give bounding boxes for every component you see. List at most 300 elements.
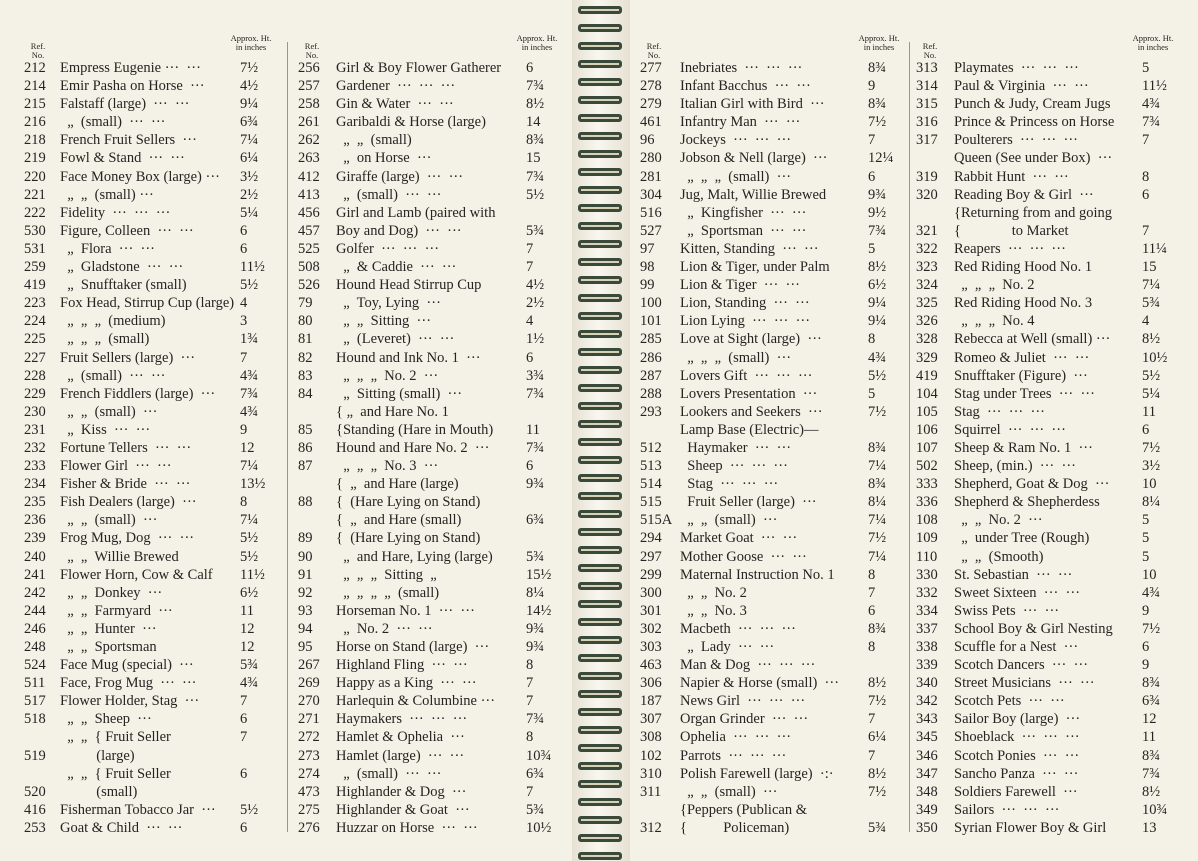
list-item bbox=[916, 258, 1176, 276]
height-inches: 4½ bbox=[526, 277, 545, 294]
ref-number: 463 bbox=[640, 657, 662, 674]
height-inches: 7¼ bbox=[240, 132, 259, 149]
figure-name: „ „ „ (medium) bbox=[60, 313, 166, 330]
figure-name: French Fruit Sellers ··· bbox=[60, 132, 197, 149]
list-item bbox=[298, 728, 560, 746]
height-inches: 6 bbox=[868, 168, 876, 185]
binding-coil bbox=[578, 582, 622, 590]
figure-name: Lion, Standing ··· ··· bbox=[680, 295, 810, 312]
height-header: Approx. Ht. in inches bbox=[1132, 33, 1174, 52]
figure-name: Shepherd, Goat & Dog ··· bbox=[954, 476, 1110, 493]
list-item bbox=[916, 113, 1176, 131]
figure-name: { „ and Hare (large) bbox=[336, 476, 459, 493]
figure-name: „ „ { Fruit Seller bbox=[60, 765, 171, 782]
list-item bbox=[916, 186, 1176, 204]
figure-name: (small) bbox=[60, 783, 138, 800]
height-inches: 11¼ bbox=[1142, 240, 1167, 257]
ref-number: 225 bbox=[24, 331, 46, 348]
list-item bbox=[24, 294, 274, 312]
binding-coil bbox=[578, 618, 622, 626]
binding-coil bbox=[578, 132, 622, 140]
ref-number: 330 bbox=[916, 566, 938, 583]
list-item bbox=[640, 674, 902, 692]
height-inches: 10½ bbox=[526, 819, 552, 836]
height-inches: 4¾ bbox=[1142, 96, 1161, 113]
height-inches: 9½ bbox=[868, 204, 887, 221]
list-item bbox=[916, 728, 1176, 746]
list-item bbox=[916, 77, 1176, 95]
list-item bbox=[24, 529, 274, 547]
height-inches: 7¼ bbox=[868, 548, 887, 565]
height-inches: 8¾ bbox=[1142, 747, 1161, 764]
height-inches: 9¾ bbox=[868, 186, 887, 203]
figure-name: Punch & Judy, Cream Jugs bbox=[954, 96, 1111, 113]
ref-number: 218 bbox=[24, 132, 46, 149]
figure-name: Gardener ··· ··· ··· bbox=[336, 78, 456, 95]
list-item bbox=[640, 276, 902, 294]
height-inches: 11 bbox=[1142, 729, 1156, 746]
figure-name: Falstaff (large) ··· ··· bbox=[60, 96, 190, 113]
figure-name: Jug, Malt, Willie Brewed bbox=[680, 186, 827, 203]
figure-name: „ (small) ··· ··· bbox=[60, 367, 166, 384]
list-item bbox=[640, 783, 902, 801]
list-item bbox=[24, 584, 274, 602]
figure-name: Swiss Pets ··· ··· bbox=[954, 602, 1060, 619]
figure-name: Macbeth ··· ··· ··· bbox=[680, 620, 796, 637]
figure-name: Giraffe (large) ··· ··· bbox=[336, 168, 464, 185]
ref-number: 93 bbox=[298, 602, 313, 619]
height-inches: 11½ bbox=[1142, 78, 1167, 95]
ref-number: 270 bbox=[298, 693, 320, 710]
figure-name: Fish Dealers (large) ··· bbox=[60, 494, 197, 511]
height-inches: 7 bbox=[1142, 132, 1150, 149]
list-item bbox=[24, 656, 274, 674]
ref-number: 83 bbox=[298, 367, 313, 384]
list-item bbox=[640, 728, 902, 746]
figure-name: { „ and Hare (small) bbox=[336, 512, 462, 529]
list-item bbox=[640, 95, 902, 113]
ref-number: 100 bbox=[640, 295, 662, 312]
figure-name: Goat & Child ··· ··· bbox=[60, 819, 183, 836]
height-inches: 13½ bbox=[240, 476, 266, 493]
figure-name: Hound and Hare No. 2 ··· bbox=[336, 439, 490, 456]
list-item bbox=[916, 403, 1176, 421]
ref-number: 236 bbox=[24, 512, 46, 529]
ref-number: 515 bbox=[640, 494, 662, 511]
figure-name: „ Sportsman ··· ··· bbox=[680, 222, 807, 239]
list-item bbox=[640, 349, 902, 367]
ref-number: 90 bbox=[298, 548, 313, 565]
ref-number: 229 bbox=[24, 385, 46, 402]
ref-number: 338 bbox=[916, 639, 938, 655]
height-inches: 12 bbox=[240, 620, 255, 637]
ref-number: 86 bbox=[298, 439, 313, 456]
ref-number: 419 bbox=[916, 367, 938, 384]
figure-name: {Standing (Hare in Mouth) bbox=[336, 421, 494, 438]
height-inches: 12 bbox=[1142, 711, 1157, 728]
height-inches: 15 bbox=[1142, 259, 1157, 276]
list-item bbox=[298, 168, 560, 186]
ref-number: 339 bbox=[916, 657, 938, 674]
list-item bbox=[24, 131, 274, 149]
list-item bbox=[24, 728, 274, 746]
list-item bbox=[298, 674, 560, 692]
figure-name: Lovers Gift ··· ··· ··· bbox=[680, 367, 813, 384]
height-inches: 14½ bbox=[526, 602, 552, 619]
figure-name: „ „ (small) ··· bbox=[60, 403, 158, 420]
list-item bbox=[916, 475, 1176, 493]
height-inches: 8 bbox=[1142, 168, 1150, 185]
figure-name: Paul & Virginia ··· ··· bbox=[954, 78, 1089, 95]
ref-number: 230 bbox=[24, 403, 46, 420]
height-inches: 7½ bbox=[1142, 620, 1161, 637]
figure-name: „ Gladstone ··· ··· bbox=[60, 259, 184, 276]
height-inches: 5¾ bbox=[240, 657, 259, 674]
ref-number: 256 bbox=[298, 60, 320, 76]
figure-name: „ „ „ (small) bbox=[60, 331, 150, 348]
figure-name: Huzzar on Horse ··· ··· bbox=[336, 819, 478, 836]
height-inches: 8½ bbox=[868, 259, 887, 276]
height-inches: 5¾ bbox=[1142, 295, 1161, 312]
ref-number: 220 bbox=[24, 168, 46, 185]
height-inches: 6 bbox=[526, 60, 534, 76]
ref-number: 228 bbox=[24, 367, 46, 384]
ref-number: 297 bbox=[640, 548, 662, 565]
figure-name: „ „ { Fruit Seller bbox=[60, 729, 171, 746]
ref-number: 513 bbox=[640, 458, 662, 475]
ref-number: 187 bbox=[640, 693, 662, 710]
list-item bbox=[916, 276, 1176, 294]
list-item bbox=[640, 801, 902, 819]
height-inches: 5¾ bbox=[868, 819, 887, 836]
binding-coil bbox=[578, 474, 622, 482]
ref-number: 280 bbox=[640, 150, 662, 167]
list-item bbox=[298, 95, 560, 113]
height-inches: 5 bbox=[1142, 548, 1150, 565]
ref-number: 263 bbox=[298, 150, 320, 167]
binding-coil bbox=[578, 330, 622, 338]
figure-name: Haymakers ··· ··· ··· bbox=[336, 711, 468, 728]
height-inches: 6¾ bbox=[526, 512, 545, 529]
list-item bbox=[24, 783, 274, 801]
list-item bbox=[298, 656, 560, 674]
ref-number: 106 bbox=[916, 421, 938, 438]
ref-number: 96 bbox=[640, 132, 655, 149]
list-item bbox=[640, 186, 902, 204]
figure-name: „ „ No. 3 bbox=[680, 602, 747, 619]
figure-name: Fidelity ··· ··· ··· bbox=[60, 204, 171, 221]
figure-name: Golfer ··· ··· ··· bbox=[336, 240, 440, 257]
figure-name: Lion & Tiger ··· ··· bbox=[680, 277, 801, 294]
list-item bbox=[298, 710, 560, 728]
list-item bbox=[24, 258, 274, 276]
figure-name: Inebriates ··· ··· ··· bbox=[680, 60, 803, 76]
figure-name: Happy as a King ··· ··· bbox=[336, 675, 477, 692]
ref-number: 259 bbox=[24, 259, 46, 276]
ref-number: 508 bbox=[298, 259, 320, 276]
list-item bbox=[298, 783, 560, 801]
ref-number: 332 bbox=[916, 584, 938, 601]
height-inches: 8 bbox=[868, 566, 876, 583]
height-inches: 8¼ bbox=[526, 584, 545, 601]
list-item bbox=[916, 204, 1176, 222]
ref-number: 413 bbox=[298, 186, 320, 203]
ref-number: 345 bbox=[916, 729, 938, 746]
figure-name: „ No. 2 ··· ··· bbox=[336, 620, 433, 637]
ref-number: 317 bbox=[916, 132, 938, 149]
list-item bbox=[298, 620, 560, 638]
list-item bbox=[916, 294, 1176, 312]
ref-number: 285 bbox=[640, 331, 662, 348]
height-inches: 8½ bbox=[868, 675, 887, 692]
height-inches: 7 bbox=[868, 711, 876, 728]
ref-number: 329 bbox=[916, 349, 938, 366]
figure-name: Stag ··· ··· ··· bbox=[680, 476, 779, 493]
ref-number: 316 bbox=[916, 114, 938, 131]
list-item bbox=[298, 529, 560, 547]
figure-name: Highlander & Goat ··· bbox=[336, 801, 470, 818]
list-item bbox=[298, 59, 560, 77]
ref-number: 104 bbox=[916, 385, 938, 402]
figure-name: Syrian Flower Boy & Girl bbox=[954, 819, 1107, 836]
height-inches: 5 bbox=[1142, 512, 1150, 529]
height-inches: 8 bbox=[868, 639, 876, 655]
list-item bbox=[24, 765, 274, 783]
list-item bbox=[916, 548, 1176, 566]
ref-number: 457 bbox=[298, 222, 320, 239]
ref-number: 224 bbox=[24, 313, 46, 330]
figure-name: Red Riding Hood No. 1 bbox=[954, 259, 1093, 276]
height-inches: 7½ bbox=[868, 114, 887, 131]
height-inches: 7½ bbox=[1142, 439, 1161, 456]
height-inches: 8¾ bbox=[868, 60, 887, 76]
figure-name: Lion & Tiger, under Palm bbox=[680, 259, 830, 276]
list-item bbox=[640, 240, 902, 258]
height-inches: 5 bbox=[1142, 60, 1150, 76]
list-item bbox=[640, 710, 902, 728]
figure-name: Jobson & Nell (large) ··· bbox=[680, 150, 828, 167]
list-item bbox=[640, 548, 902, 566]
binding-coil bbox=[578, 708, 622, 716]
list-item bbox=[24, 710, 274, 728]
ref-number: 311 bbox=[640, 783, 662, 800]
ref-number: 275 bbox=[298, 801, 320, 818]
list-item bbox=[298, 367, 560, 385]
height-inches: 10½ bbox=[1142, 349, 1168, 366]
height-inches: 7½ bbox=[240, 60, 259, 76]
list-item bbox=[640, 77, 902, 95]
figure-name: Lion Lying ··· ··· ··· bbox=[680, 313, 811, 330]
binding-coil bbox=[578, 762, 622, 770]
ref-number: 520 bbox=[24, 783, 46, 800]
figure-name: Scotch Dancers ··· ··· bbox=[954, 657, 1089, 674]
list-item bbox=[24, 77, 274, 95]
list-item bbox=[298, 312, 560, 330]
figure-name: School Boy & Girl Nesting bbox=[954, 620, 1113, 637]
height-header: Approx. Ht. in inches bbox=[858, 33, 900, 52]
binding-coil bbox=[578, 420, 622, 428]
list-item bbox=[640, 529, 902, 547]
figure-name: Shoeblack ··· ··· ··· bbox=[954, 729, 1080, 746]
ref-number-header: Ref. No. bbox=[30, 41, 46, 60]
figure-name: Prince & Princess on Horse bbox=[954, 114, 1115, 131]
ref-number: 107 bbox=[916, 439, 938, 456]
figure-name: Lamp Base (Electric)— bbox=[680, 421, 819, 438]
figure-name: Boy and Dog) ··· ··· bbox=[336, 222, 462, 239]
ref-number: 302 bbox=[640, 620, 662, 637]
figure-name: Girl & Boy Flower Gatherer bbox=[336, 60, 502, 76]
figure-name: Man & Dog ··· ··· ··· bbox=[680, 657, 816, 674]
catalogue-column-4 bbox=[916, 34, 1176, 837]
figure-name: Sheep & Ram No. 1 ··· bbox=[954, 439, 1093, 456]
ref-number: 334 bbox=[916, 602, 938, 619]
height-inches: 9 bbox=[1142, 657, 1150, 674]
list-item bbox=[298, 421, 560, 439]
height-inches: 8¼ bbox=[868, 494, 887, 511]
height-inches: 1¾ bbox=[240, 331, 259, 348]
figure-name: { Policeman) bbox=[680, 819, 790, 836]
list-item bbox=[298, 638, 560, 656]
binding-coil bbox=[578, 384, 622, 392]
list-item bbox=[640, 819, 902, 837]
catalogue-column-3 bbox=[640, 34, 902, 837]
ref-number: 239 bbox=[24, 530, 46, 547]
height-inches: 12 bbox=[240, 639, 255, 655]
height-inches: 9¼ bbox=[868, 313, 887, 330]
figure-name: „ „ Sheep ··· bbox=[60, 711, 152, 728]
list-item bbox=[640, 421, 902, 439]
ref-number: 242 bbox=[24, 584, 46, 601]
list-item bbox=[916, 529, 1176, 547]
list-item bbox=[24, 59, 274, 77]
height-inches: 9¾ bbox=[526, 620, 545, 637]
figure-name: Fisherman Tobacco Jar ··· bbox=[60, 801, 216, 818]
figure-name: Fisher & Bride ··· ··· bbox=[60, 476, 191, 493]
list-item bbox=[24, 312, 274, 330]
figure-name: Figure, Colleen ··· ··· bbox=[60, 222, 194, 239]
height-inches: 9¾ bbox=[526, 476, 545, 493]
ref-number: 88 bbox=[298, 494, 313, 511]
ref-number: 322 bbox=[916, 240, 938, 257]
ref-number: 531 bbox=[24, 240, 46, 257]
list-item bbox=[298, 149, 560, 167]
height-inches: 7 bbox=[526, 240, 534, 257]
height-inches: 5½ bbox=[240, 277, 259, 294]
ref-number: 279 bbox=[640, 96, 662, 113]
height-inches: 5½ bbox=[240, 548, 259, 565]
figure-name: „ Toy, Lying ··· bbox=[336, 295, 441, 312]
figure-name: „ (small) ··· ··· bbox=[336, 765, 442, 782]
figure-name: „ „ (small) ··· bbox=[60, 186, 154, 203]
ref-number: 340 bbox=[916, 675, 938, 692]
height-inches: 5½ bbox=[240, 530, 259, 547]
binding-coil bbox=[578, 438, 622, 446]
ref-number: 235 bbox=[24, 494, 46, 511]
figure-name: Jockeys ··· ··· ··· bbox=[680, 132, 792, 149]
ref-number: 519 bbox=[24, 747, 46, 764]
figure-name: Scotch Ponies ··· ··· bbox=[954, 747, 1080, 764]
height-inches: 8 bbox=[240, 494, 248, 511]
ref-number: 274 bbox=[298, 765, 320, 782]
figure-name: „ „ „ No. 4 bbox=[954, 313, 1035, 330]
figure-name: Soldiers Farewell ··· bbox=[954, 783, 1078, 800]
list-item bbox=[916, 222, 1176, 240]
height-inches: 5 bbox=[868, 385, 876, 402]
ref-number: 215 bbox=[24, 96, 46, 113]
list-item bbox=[640, 385, 902, 403]
height-inches: 5½ bbox=[868, 367, 887, 384]
list-item bbox=[24, 602, 274, 620]
height-inches: 7¾ bbox=[240, 385, 259, 402]
figure-name: {Peppers (Publican & bbox=[680, 801, 807, 818]
list-item bbox=[298, 131, 560, 149]
figure-name: Reading Boy & Girl ··· bbox=[954, 186, 1094, 203]
figure-name: „ „ (small) bbox=[336, 132, 412, 149]
ref-number: 336 bbox=[916, 494, 938, 511]
figure-name: Hound and Ink No. 1 ··· bbox=[336, 349, 481, 366]
figure-name: Stag ··· ··· ··· bbox=[954, 403, 1045, 420]
list-item bbox=[298, 692, 560, 710]
ref-number: 525 bbox=[298, 240, 320, 257]
list-item bbox=[916, 367, 1176, 385]
list-item bbox=[640, 765, 902, 783]
binding-coil bbox=[578, 222, 622, 230]
height-inches: 8 bbox=[868, 331, 876, 348]
binding-coil bbox=[578, 186, 622, 194]
list-item bbox=[916, 584, 1176, 602]
ref-number: 269 bbox=[298, 675, 320, 692]
height-inches: 13 bbox=[1142, 819, 1157, 836]
figure-name: „ Sitting (small) ··· bbox=[336, 385, 463, 402]
figure-name: Face, Frog Mug ··· ··· bbox=[60, 675, 197, 692]
figure-name: Lovers Presentation ··· bbox=[680, 385, 818, 402]
height-inches: 7½ bbox=[868, 530, 887, 547]
ref-number: 267 bbox=[298, 657, 320, 674]
list-item bbox=[916, 566, 1176, 584]
figure-name: „ Kiss ··· ··· bbox=[60, 421, 151, 438]
ref-number: 524 bbox=[24, 657, 46, 674]
figure-name: „ „ Sitting ··· bbox=[336, 313, 432, 330]
figure-name: Parrots ··· ··· ··· bbox=[680, 747, 787, 764]
list-item bbox=[640, 602, 902, 620]
height-inches: 4¾ bbox=[868, 349, 887, 366]
ref-number: 304 bbox=[640, 186, 662, 203]
ref-number: 343 bbox=[916, 711, 938, 728]
figure-name: Sailor Boy (large) ··· bbox=[954, 711, 1081, 728]
binding-coil bbox=[578, 852, 622, 860]
figure-name: { (Hare Lying on Stand) bbox=[336, 530, 481, 547]
list-item bbox=[916, 95, 1176, 113]
height-inches: 15½ bbox=[526, 566, 552, 583]
list-item bbox=[24, 95, 274, 113]
figure-name: Gin & Water ··· ··· bbox=[336, 96, 454, 113]
list-item bbox=[640, 692, 902, 710]
height-inches: 6½ bbox=[868, 277, 887, 294]
ref-number: 105 bbox=[916, 403, 938, 420]
list-item bbox=[298, 349, 560, 367]
figure-name: „ „ Hunter ··· bbox=[60, 620, 157, 637]
binding-coil bbox=[578, 510, 622, 518]
list-item bbox=[916, 131, 1176, 149]
ref-number: 89 bbox=[298, 530, 313, 547]
figure-name: Infantry Man ··· ··· bbox=[680, 114, 801, 131]
ref-number: 308 bbox=[640, 729, 662, 746]
list-item bbox=[298, 765, 560, 783]
figure-name: „ „ Farmyard ··· bbox=[60, 602, 173, 619]
height-inches: 3½ bbox=[240, 168, 259, 185]
figure-name: Emir Pasha on Horse ··· bbox=[60, 78, 205, 95]
height-inches: 5¾ bbox=[526, 801, 545, 818]
